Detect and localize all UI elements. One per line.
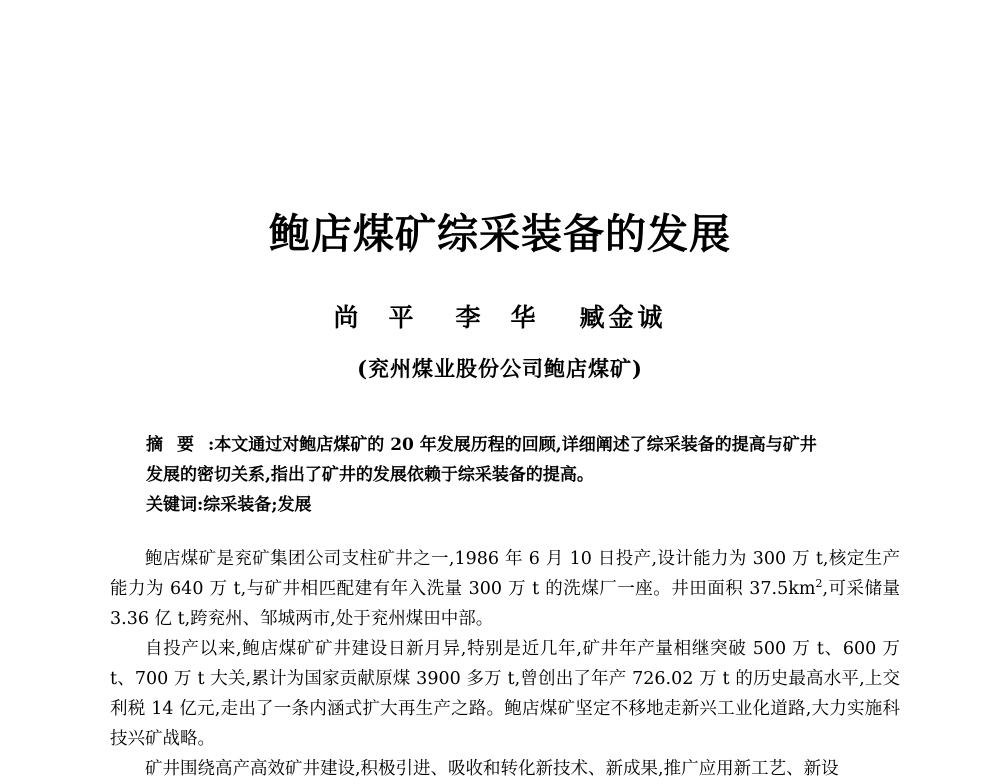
abstract-label-separator: : (208, 435, 215, 455)
body-paragraph: 自投产以来,鲍店煤矿矿井建设日新月异,特别是近几年,矿井年产量相继突破 500 万 t、600 万 t、700 万 t 大关,累计为国家贡献原煤 3900 多万 t,曾创出了年产 726.02 万 t 的历史最高水平,上交利税 14 亿元,走出了一条内涵式扩大再生产之路。鲍店煤矿坚定不移地走新兴工业化道路,大力实施科技兴矿战略。 (110, 639, 900, 749)
abstract-text: 本文通过对鲍店煤矿的 20 年发展历程的回顾,详细阐述了综采装备的提高与矿井 (214, 435, 817, 455)
author-affiliation: (兖州煤业股份公司鲍店煤矿) (357, 356, 643, 381)
abstract-paragraph (146, 430, 876, 460)
abstract-text: 发展的密切关系,指出了矿井的发展依赖于综采装备的提高。 (146, 465, 594, 485)
keywords-label: 关键词: (146, 495, 204, 515)
abstract-section (146, 430, 876, 520)
abstract-label: 摘要 (146, 435, 208, 455)
superscript: 2 (815, 577, 823, 591)
author-name: 尚平 (333, 303, 444, 332)
keywords-text: 综采装备;发展 (203, 495, 312, 515)
abstract-paragraph-continued (146, 460, 876, 490)
paper-title: 鲍店煤矿综采装备的发展 (269, 210, 731, 258)
keywords (146, 490, 876, 520)
body-text (110, 544, 900, 784)
author-list (0, 302, 1000, 334)
body-text-segment: 鲍店煤矿是兖矿集团公司支柱矿井之一,1986 年 6 月 10 日投产,设计能力为 300 万 t,核定生产能力为 640 万 t,与矿井相匹配建有年入洗量 300 万 t 的洗煤厂一座。井田面积 37.5km (110, 549, 900, 599)
body-paragraph (110, 544, 900, 634)
author-name: 臧金诚 (579, 303, 667, 332)
author-name: 李华 (455, 303, 566, 332)
body-text-segment: ,可采储量 3.36 亿 t,跨兖州、邹城两市,处于兖州煤田中部。 (110, 579, 900, 629)
body-paragraph: 矿井围绕高产高效矿井建设,积极引进、吸收和转化新技术、新成果,推广应用新工艺、新设 (145, 759, 839, 779)
